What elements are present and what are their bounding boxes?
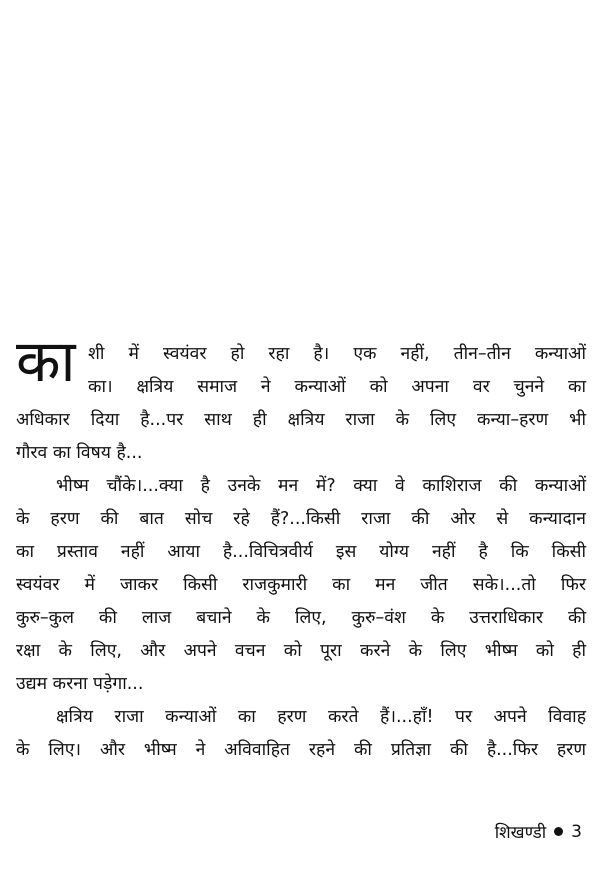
text-line-3: अधिकार दिया है...पर साथ ही क्षत्रिय राजा के लिए कन्या–हरण भी: [16, 410, 586, 430]
text-line-5: भीष्म चौंके।...क्या है उनके मन में? क्या वे काशिराज की कन्याओं: [56, 476, 586, 496]
text-line-12: क्षत्रिय राजा कन्याओं का हरण करते हैं।...हाँ! पर अपने विवाह: [56, 707, 586, 727]
body-text: [16, 327, 586, 767]
footer-book-title: शिखण्डी: [494, 823, 547, 843]
page-number: 3: [571, 821, 582, 842]
text-line-2: का। क्षत्रिय समाज ने कन्याओं को अपना वर चुनने का: [88, 377, 586, 397]
drop-cap: का: [16, 327, 76, 395]
text-line-11: उद्यम करना पड़ेगा...: [16, 674, 144, 694]
text-line-1: शी में स्वयंवर हो रहा है। एक नहीं, तीन–तीन कन्याओं: [88, 344, 586, 364]
text-line-10: रक्षा के लिए, और अपने वचन को पूरा करने के लिए भीष्म को ही: [16, 641, 586, 661]
text-line-7: का प्रस्ताव नहीं आया है...विचित्रवीर्य इस योग्य नहीं है कि किसी: [16, 542, 586, 562]
text-line-8: स्वयंवर में जाकर किसी राजकुमारी का मन जीत सके।...तो फिर: [16, 575, 586, 595]
text-line-6: के हरण की बात सोच रहे हैं?...किसी राजा की ओर से कन्यादान: [16, 509, 586, 529]
page-footer: [495, 820, 582, 843]
text-line-9: कुरु–कुल की लाज बचाने के लिए, कुरु–वंश के उत्तराधिकार की: [16, 608, 586, 628]
text-line-4: गौरव का विषय है...: [16, 443, 143, 463]
bullet-icon: [554, 827, 563, 836]
text-line-13: के लिए। और भीष्म ने अविवाहित रहने की प्रतिज्ञा की है...फिर हरण: [16, 740, 586, 760]
